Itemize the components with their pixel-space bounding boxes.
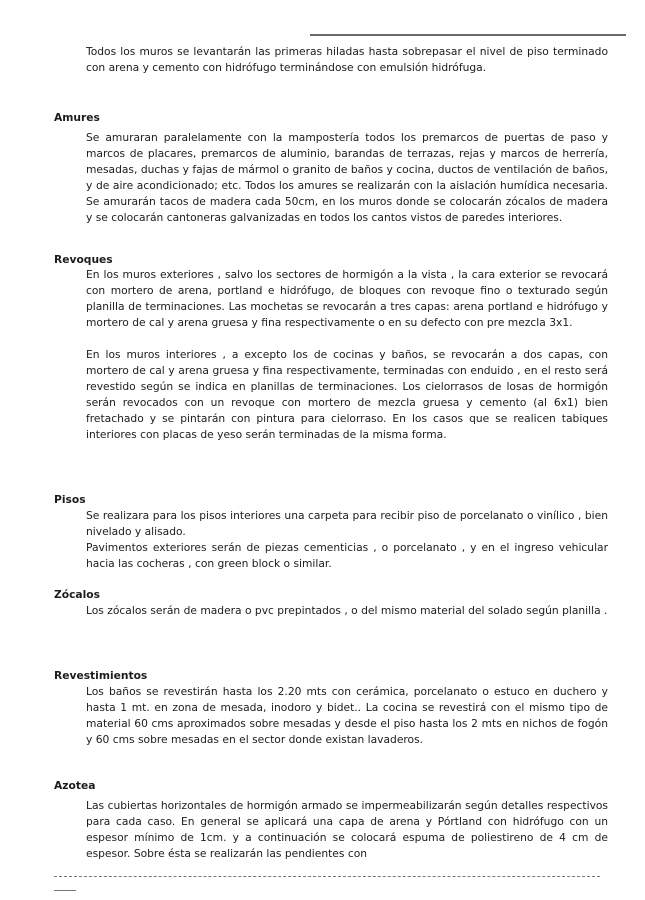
section-title-zocalos: Zócalos (54, 588, 101, 601)
pisos-paragraph-2: Pavimentos exteriores serán de piezas cementicias , o porcelanato , y en el ingreso vehicular hacia las cocheras , con green block o similar. (86, 541, 608, 570)
amures-paragraph: Se amuraran paralelamente con la mampostería todos los premarcos de puertas de paso y marcos de placares, premarcos de aluminio, barandas de terrazas, rejas y marcos de herrería, mesadas, duchas y fajas de mármol o granito de baños y cocina, ductos de ventilación de baños, y de aire acondicionado; etc. Todos los amures se realizarán con la aislación humídica necesaria. Se amurarán tacos de madera cada 50cm, en los muros donde se colocarán zócalos de madera y se colocarán cantoneras galvanizadas en todos los cantos vistos de paredes interiores. (86, 131, 608, 224)
footer-rule (54, 876, 600, 877)
zocalos-paragraph: Los zócalos serán de madera o pvc prepintados , o del mismo material del solado según planilla . (86, 604, 608, 617)
revestimientos-paragraph: Los baños se revestirán hasta los 2.20 mts con cerámica, porcelanato o estuco en duchero y hasta 1 mt. en zona de mesada, inodoro y bidet.. La cocina se revestirá con el mismo tipo de material 60 cms aproximados sobre mesadas y desde el piso hasta los 2 mts en nichos de fogón y 60 cms sobre mesadas en el sector donde existan lavaderos. (86, 685, 608, 746)
section-title-pisos: Pisos (54, 493, 86, 506)
section-title-amures: Amures (54, 111, 100, 124)
section-title-revestimientos: Revestimientos (54, 669, 148, 682)
section-title-revoques: Revoques (54, 253, 113, 266)
azotea-paragraph: Las cubiertas horizontales de hormigón armado se impermeabilizarán según detalles respectivos para cada caso. En general se aplicará una capa de arena y Pórtland con hidrófugo con un espesor mínimo de 1cm. y a continuación se colocará espuma de poliestireno de 4 cm de espesor. Sobre ésta se realizarán las pendientes con (86, 799, 608, 860)
footer-rule-short (54, 890, 76, 891)
section-title-azotea: Azotea (54, 779, 96, 792)
intro-paragraph: Todos los muros se levantarán las primeras hiladas hasta sobrepasar el nivel de piso terminado con arena y cemento con hidrófugo terminándose con emulsión hidrófuga. (86, 45, 608, 74)
revoques-paragraph-1: En los muros exteriores , salvo los sectores de hormigón a la vista , la cara exterior se revocará con mortero de arena, portland e hidrófugo, de bloques con revoque fino o texturado según planilla de terminaciones. Las mochetas se revocarán a tres capas: arena portland e hidrófugo y mortero de cal y arena gruesa y fina respectivamente o en su defecto con pre mezcla 3x1. (86, 268, 608, 329)
pisos-paragraph-1: Se realizara para los pisos interiores una carpeta para recibir piso de porcelanato o vinílico , bien nivelado y alisado. (86, 509, 608, 538)
header-rule (310, 34, 626, 36)
revoques-paragraph-2: En los muros interiores , a excepto los de cocinas y baños, se revocarán a dos capas, con mortero de cal y arena gruesa y fina respectivamente, terminadas con enduido , en el resto será revestido según se indica en planillas de terminaciones. Los cielorrasos de losas de hormigón serán revocados con un revoque con mortero de mezcla gruesa y cemento (al 6x1) bien fretachado y se pintarán con pintura para cielorraso. En los casos que se realicen tabiques interiores con placas de yeso serán terminadas de la misma forma. (86, 348, 608, 441)
